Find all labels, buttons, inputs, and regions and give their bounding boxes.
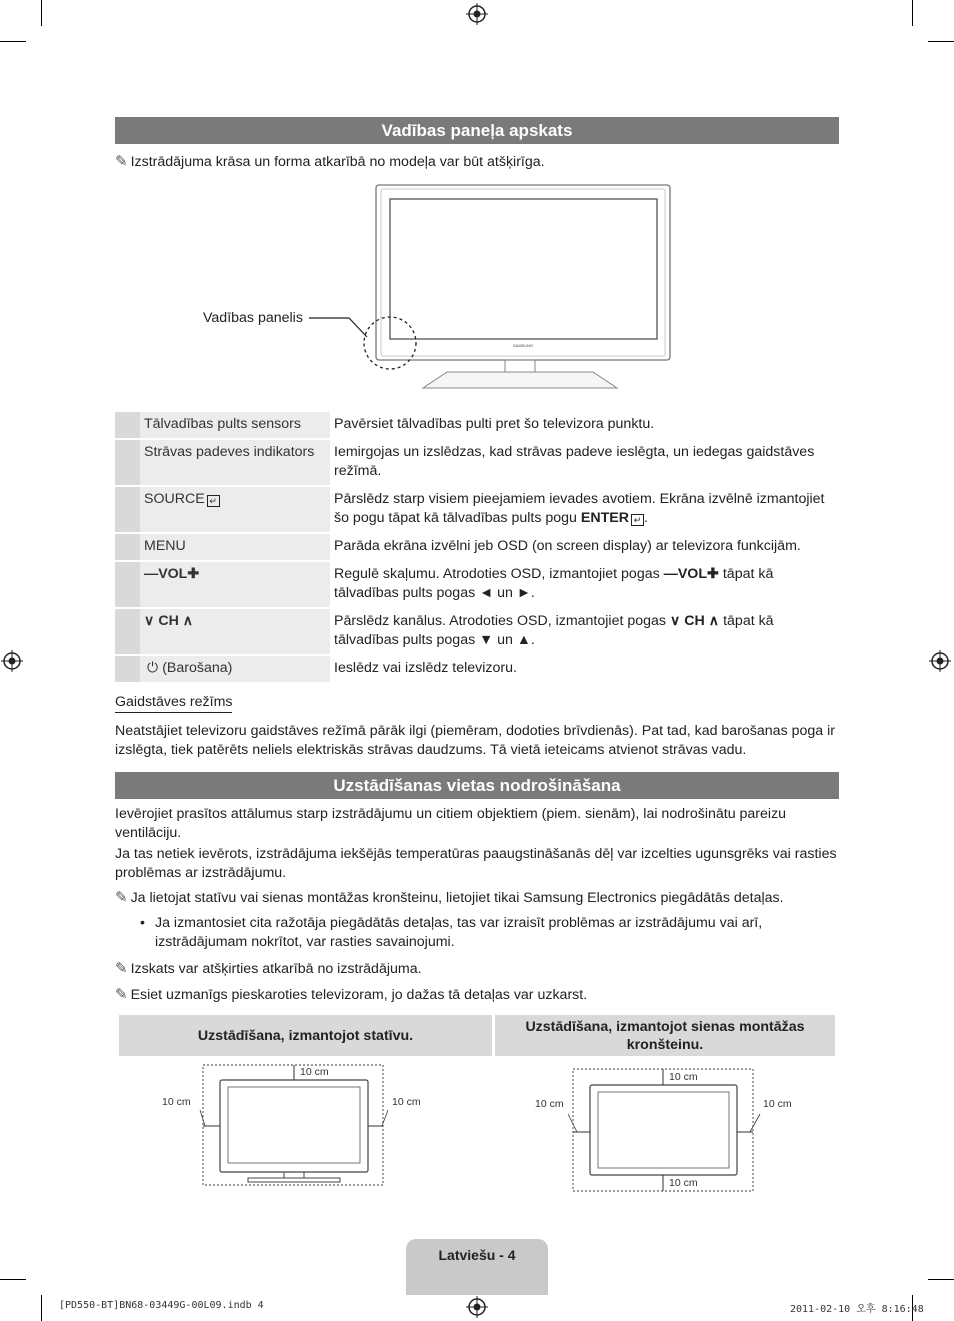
crop-mark xyxy=(912,0,913,26)
crop-mark xyxy=(0,1279,26,1280)
crop-mark xyxy=(928,1279,954,1280)
clearance-label: 10 cm xyxy=(669,1177,698,1189)
table-row: MENU Parāda ekrāna izvēlni jeb OSD (on screen display) ar televizora funkcijām. xyxy=(115,533,839,561)
table-row: Tālvadības pults sensors Pavērsiet tālvadības pulti pret šo televizora punktu. xyxy=(115,412,839,439)
clearance-label: 10 cm xyxy=(763,1098,792,1110)
clearance-label: 10 cm xyxy=(300,1066,329,1078)
control-panel-label: Vadības panelis xyxy=(203,310,303,326)
registration-mark-icon xyxy=(929,650,951,672)
page-number: Latviešu - 4 xyxy=(406,1239,548,1295)
clearance-label: 10 cm xyxy=(162,1096,191,1108)
enter-icon: ↵ xyxy=(207,495,220,507)
standby-heading: Gaidstāves režīms xyxy=(115,694,232,713)
pencil-note-icon: ✎ xyxy=(115,889,128,906)
bullet-text: Ja izmantosiet cita ražotāja piegādātās detaļas, tas var izraisīt problēmas ar izstrādājumu vai arī, izstrādājumam nokrītot, var rasties savainojumi. xyxy=(155,915,763,950)
minus-icon: — xyxy=(144,566,159,582)
controls-table xyxy=(115,412,839,684)
minus-icon: — xyxy=(663,566,678,582)
paragraph: Ja tas netiek ievērots, izstrādājuma iekšējās temperatūras paaugstināšanās dēļ var izcelties ugunsgrēks vai rasties problēmas ar izstrādājumu. xyxy=(115,846,837,881)
section-title: Vadības paneļa apskats xyxy=(115,117,839,144)
stand-install-heading: Uzstādīšana, izmantojot statīvu. xyxy=(119,1015,492,1056)
table-row: —VOL✚ Regulē skaļumu. Atrodoties OSD, izmantojiet pogas —VOL✚ tāpat kā tālvadības pults pogas ◄ un ►. xyxy=(115,561,839,608)
crop-mark xyxy=(0,41,26,42)
table-row: ∨ CH ∧ Pārslēdz kanālus. Atrodoties OSD, izmantojiet pogas ∨ CH ∧ tāpat kā tālvadības pults pogas ▼ un ▲. xyxy=(115,608,839,655)
chevron-up-icon: ∧ xyxy=(708,613,720,629)
registration-mark-icon xyxy=(466,1296,488,1318)
paragraph: Ievērojiet prasītos attālumus starp izstrādājumu un citiem objektiem (piem. sienām), lai nodrošinātu pareizu ventilāciju. xyxy=(115,806,787,841)
crop-mark xyxy=(41,0,42,26)
wall-clearance-diagram xyxy=(530,1062,800,1197)
table-row: Strāvas padeves indikators Iemirgojas un izslēdzas, kad strāvas padeve ieslēgta, un iedegas gaidstāves režīmā. xyxy=(115,439,839,486)
crop-mark xyxy=(41,1295,42,1321)
registration-mark-icon xyxy=(466,3,488,25)
file-info: [PD550-BT]BN68-03449G-00L09.indb 4 xyxy=(59,1300,264,1311)
plus-icon: ✚ xyxy=(187,566,200,582)
clearance-label: 10 cm xyxy=(669,1071,698,1083)
power-icon: ⏻ xyxy=(147,660,159,676)
section-title: Uzstādīšanas vietas nodrošināšana xyxy=(115,772,839,799)
clearance-label: 10 cm xyxy=(392,1096,421,1108)
chevron-down-icon: ∨ xyxy=(669,613,681,629)
plus-icon: ✚ xyxy=(707,566,719,582)
table-row: ⏻ (Barošana) Ieslēdz vai izslēdz televizoru. xyxy=(115,655,839,683)
pencil-note-icon: ✎ xyxy=(115,986,128,1003)
chevron-up-icon: ∧ xyxy=(182,613,194,629)
pencil-note-icon: ✎ xyxy=(115,153,128,170)
clearance-label: 10 cm xyxy=(535,1098,564,1110)
note: ✎ Esiet uzmanīgs pieskaroties televizoram, jo dažas tā detaļas var uzkarst. xyxy=(115,986,588,1003)
standby-text: Neatstājiet televizoru gaidstāves režīmā pārāk ilgi (piemēram, dodoties brīvdienās). Pat tad, kad barošanas poga ir izslēgta, tiek patērēts neliels elektriskās strāvas daudzums. Tā vietā ieteicams atvienot strāvas vadu. xyxy=(115,723,835,758)
enter-icon: ↵ xyxy=(631,514,644,526)
note: ✎ Izskats var atšķirties atkarībā no izstrādājuma. xyxy=(115,960,422,977)
wall-install-heading: Uzstādīšana, izmantojot sienas montāžas kronšteinu. xyxy=(495,1015,835,1056)
crop-mark xyxy=(928,41,954,42)
chevron-down-icon: ∨ xyxy=(144,613,155,629)
pencil-note-icon: ✎ xyxy=(115,960,128,977)
brand-logo: SAMSUNG xyxy=(512,343,534,348)
bullet-icon: • xyxy=(140,915,145,931)
tv-front-figure xyxy=(195,180,675,395)
stand-clearance-diagram xyxy=(160,1060,440,1190)
print-date: 2011-02-10 오후 8:16:48 xyxy=(790,1304,924,1315)
registration-mark-icon xyxy=(1,650,23,672)
note: ✎ Ja lietojat statīvu vai sienas montāžas kronšteinu, lietojiet tikai Samsung Electronics piegādātās detaļas. xyxy=(115,889,784,906)
note: ✎ Izstrādājuma krāsa un forma atkarībā no modeļa var būt atšķirīga. xyxy=(115,153,545,170)
table-row: SOURCE ↵ Pārslēdz starp visiem pieejamiem ievades avotiem. Ekrāna izvēlnē izmantojiet šo pogu tāpat kā tālvadības pults pogu ENTER ↵ . xyxy=(115,486,839,533)
